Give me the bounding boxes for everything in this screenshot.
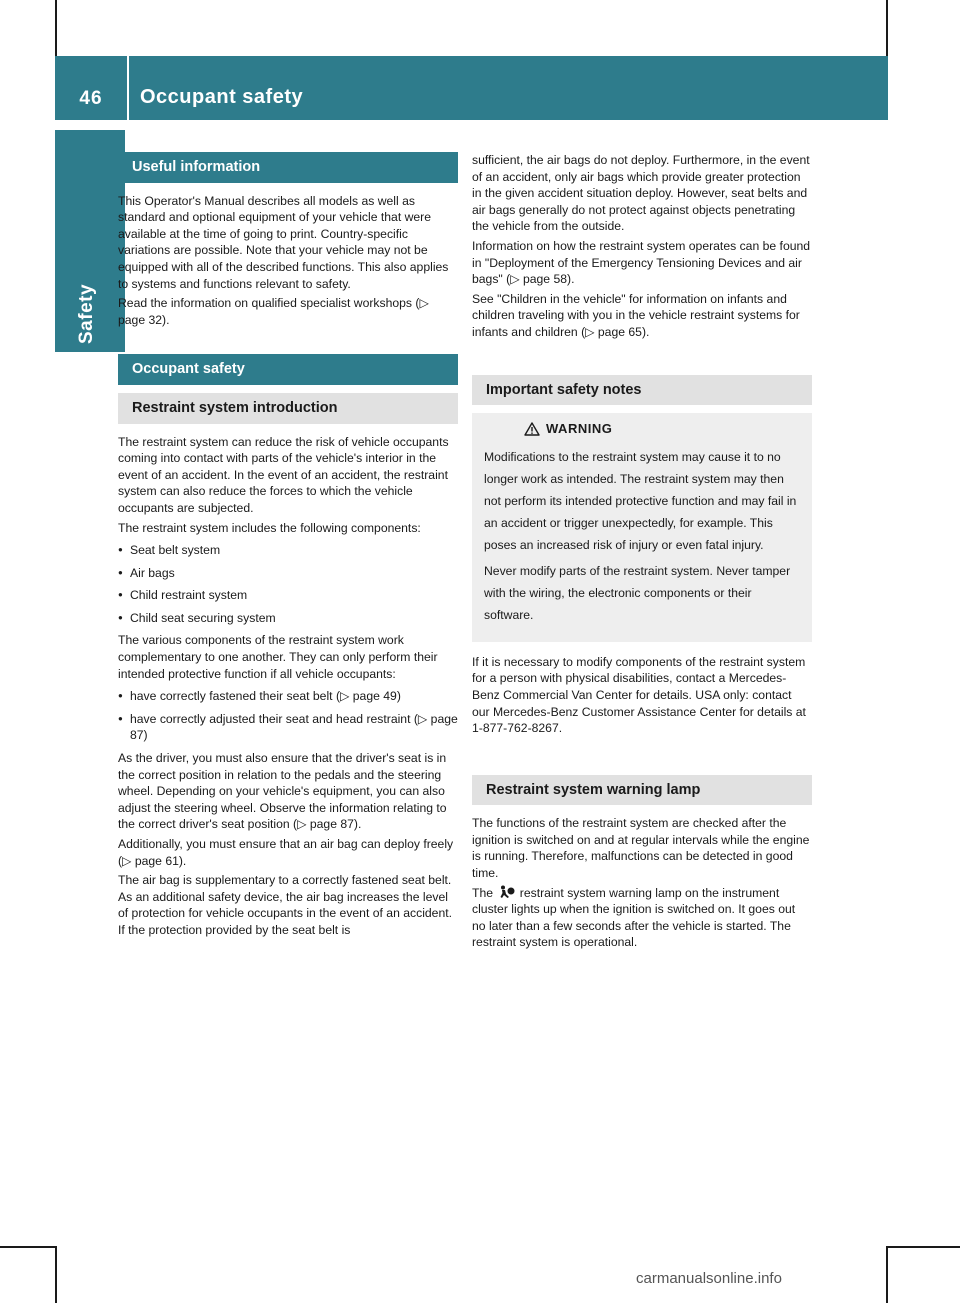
warning-triangle-icon (524, 422, 540, 436)
warning-title: WARNING (546, 421, 613, 437)
continued-paragraph: Information on how the restraint system operates can be found in "Deployment of the Emergency Tensioning Devices and air bags" (▷ page 58). (472, 238, 811, 287)
left-column (118, 152, 458, 942)
important-notes-heading: Important safety notes (472, 375, 812, 406)
side-tab-label: Safety (76, 283, 97, 344)
list-item: ● have correctly adjusted their seat and head restraint (▷ page 87) (118, 711, 458, 744)
warning-lamp-heading: Restraint system warning lamp (472, 775, 812, 806)
continued-paragraph: See "Children in the vehicle" for information on infants and children traveling with you in the vehicle restraint systems for infants and children (▷ page 65). (472, 291, 800, 339)
restraint-intro-paragraph: The restraint system can reduce the risk of vehicle occupants coming into contact with parts of the vehicle's interior in the event of an accident. In the event of an accident, the restraint system can also reduce the forces to which the vehicle occupants are subjected. (118, 434, 449, 515)
continued-paragraph: sufficient, the air bags do not deploy. Furthermore, in the event of an accident, only air bags which provide greater protection in the given accident situation deploy. However, seat belts and air bags generally do not protect against objects penetrating the vehicle from the outside. (472, 153, 810, 234)
lamp-text-prefix: The (472, 885, 497, 900)
right-column (472, 152, 812, 954)
crop-mark-bottom-left-h (0, 1246, 55, 1248)
crop-mark-bottom-left-v (55, 1246, 57, 1303)
warning-box (472, 413, 812, 642)
page-number: 46 (79, 88, 103, 109)
header-title: Occupant safety (140, 86, 304, 108)
crop-mark-bottom-right-h (886, 1246, 960, 1248)
occupant-safety-heading: Occupant safety (118, 354, 458, 385)
closing-paragraph: The air bag is supplementary to a correctly fastened seat belt. As an additional safety device, the air bag increases the level of protection for vehicle occupants in the event of an accident. If the protection provided by the seat belt is (118, 873, 453, 937)
side-tab-label-wrap (55, 130, 125, 352)
warning-paragraph: Modifications to the restraint system may cause it to no longer work as intended. The restraint system may then not perform its intended protective function and may fail in an accident or trigger unexpectedly, for example. This poses an increased risk of injury or even fatal injury. (484, 449, 797, 552)
useful-info-paragraph: Read the information on qualified specialist workshops (▷ page 32). (118, 296, 429, 327)
crop-mark-top-right-v (886, 0, 888, 56)
crop-mark-bottom-right-v (886, 1246, 888, 1303)
useful-info-heading: Useful information (118, 152, 458, 183)
closing-paragraph: Additionally, you must ensure that an air bag can deploy freely (▷ page 61). (118, 837, 454, 868)
restraint-intro-paragraph: The restraint system includes the following components: (118, 520, 421, 535)
lamp-text-suffix: restraint system warning lamp on the instrument cluster lights up when the ignition is switched on. It goes out no later than a few seconds after the vehicle is started. The restraint system is operational. (472, 885, 796, 950)
watermark: carmanualsonline.info (636, 1270, 782, 1287)
after-warning-paragraph: If it is necessary to modify components of the restraint system for a person with physical disabilities, contact a Mercedes-Benz Commercial Van Center for details. USA only: contact our Mercedes-Benz Customer Assistance Center for details at 1-877-762-8267. (472, 654, 806, 736)
warning-lamp-paragraph-2 (472, 885, 812, 951)
crop-mark-top-left-v (55, 0, 57, 56)
list-item: ● Seat belt system (118, 542, 458, 559)
useful-info-paragraph: This Operator's Manual describes all models as well as standard and optional equipment of your vehicle that were available at the time of going to print. Country-specific variations are possible. Note that your vehicle may not be equipped with all of the described functions. This also applies to systems and functions relevant to safety. (118, 193, 449, 291)
function-paragraph: The various components of the restraint system work complementary to one another. They can only perform their intended protective function if all vehicle occupants: (118, 633, 438, 681)
warning-paragraph: Never modify parts of the restraint system. Never tamper with the wiring, the electronic components or their software. (484, 563, 791, 622)
list-item: ● Child seat securing system (118, 610, 458, 627)
list-item: ● Air bags (118, 565, 458, 582)
closing-paragraph: As the driver, you must also ensure that the driver's seat is in the correct position in relation to the pedals and the steering wheel. Depending on your vehicle's equipment, you can also adjust the steering wheel. Observe the information relating to the correct driver's seat position (▷ page 87). (118, 751, 447, 832)
header-separator (127, 56, 129, 120)
restraint-intro-heading: Restraint system introduction (118, 393, 458, 424)
warning-header (484, 421, 800, 438)
warning-lamp-paragraph: The functions of the restraint system are checked after the ignition is switched on and at regular intervals while the engine is running. Therefore, malfunctions can be detected in good time. (472, 816, 810, 881)
restraint-system-warning-lamp-icon (496, 885, 516, 899)
list-item: ● have correctly fastened their seat belt (▷ page 49) (118, 688, 458, 705)
list-item: ● Child restraint system (118, 587, 458, 604)
